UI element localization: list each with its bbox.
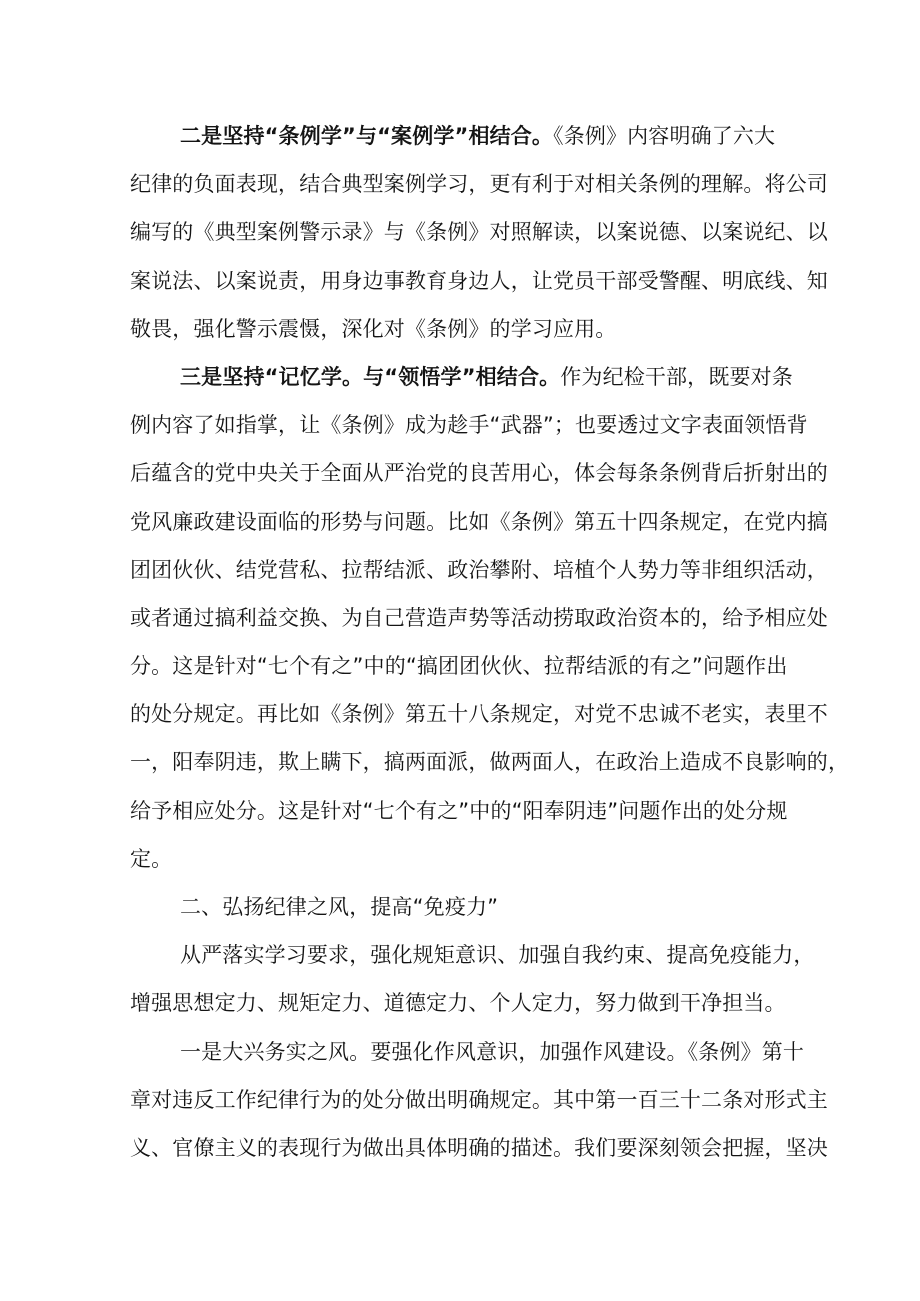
body-text: 《条例》内容明确了六大 bbox=[553, 124, 776, 148]
paragraph-line bbox=[130, 546, 828, 594]
paragraph-line bbox=[130, 1028, 804, 1076]
paragraph-line bbox=[130, 401, 808, 449]
paragraph-line bbox=[130, 1076, 828, 1124]
body-text: 纪律的负面表现，结合典型案例学习，更有利于对相关条例的理解。将公司 bbox=[130, 172, 828, 197]
paragraph-line bbox=[130, 498, 828, 546]
body-text: 的处分规定。再比如《条例》第五十八条规定，对党不忠诚不老实，表里不 bbox=[130, 702, 828, 727]
body-text: 给予相应处分。这是针对“七个有之”中的“阳奉阴违”问题作出的处分规 bbox=[130, 798, 788, 823]
body-text: 定。 bbox=[130, 846, 173, 871]
paragraph-line bbox=[130, 835, 795, 883]
body-text: 分。这是针对“七个有之”中的“搞团团伙伙、拉帮结派的有之”问题作出 bbox=[130, 654, 788, 679]
section-heading bbox=[130, 883, 795, 931]
paragraph-line bbox=[130, 1124, 828, 1172]
body-text: 或者通过搞利益交换、为自己营造声势等活动捞取政治资本的，给予相应处 bbox=[130, 605, 828, 630]
body-text: 作为纪检干部，既要对条 bbox=[560, 364, 793, 389]
paragraph-line bbox=[130, 160, 828, 208]
paragraph-line bbox=[130, 594, 828, 642]
body-text: 二、弘扬纪律之风，提高“免疫力” bbox=[180, 895, 499, 919]
paragraph-line bbox=[130, 208, 828, 256]
body-text: 从严落实学习要求，强化规矩意识、加强自我约束、提高免疫能力， bbox=[180, 943, 815, 968]
paragraph-line bbox=[130, 257, 828, 305]
document-body bbox=[130, 112, 850, 1172]
bold-heading: 二是坚持“条例学”与“案例学”相结合。 bbox=[180, 124, 554, 148]
body-text: 例内容了如指掌，让《条例》成为趁手“武器”；也要透过文字表面领悟背 bbox=[130, 413, 808, 438]
paragraph-line bbox=[130, 353, 795, 401]
paragraph-line bbox=[130, 787, 795, 835]
paragraph-line bbox=[130, 931, 815, 979]
paragraph-line bbox=[130, 738, 850, 786]
body-text: 增强思想定力、规矩定力、道德定力、个人定力，努力做到干净担当。 bbox=[130, 991, 786, 1016]
body-text: 敬畏，强化警示震慑，深化对《条例》的学习应用。 bbox=[130, 316, 617, 341]
body-text: 党风廉政建设面临的形势与问题。比如《条例》第五十四条规定，在党内搞 bbox=[130, 509, 828, 534]
paragraph-line bbox=[130, 979, 795, 1027]
body-text: 一，阳奉阴违，欺上瞒下，搞两面派，做两面人，在政治上造成不良影响的， bbox=[130, 750, 850, 775]
paragraph-line bbox=[130, 690, 828, 738]
body-text: 义、官僚主义的表现行为做出具体明确的描述。我们要深刻领会把握，坚决 bbox=[130, 1135, 828, 1160]
body-text: 团团伙伙、结党营私、拉帮结派、政治攀附、培植个人势力等非组织活动， bbox=[130, 557, 828, 582]
body-text: 一是大兴务实之风。要强化作风意识，加强作风建设。《条例》第十 bbox=[180, 1039, 804, 1064]
body-text: 章对违反工作纪律行为的处分做出明确规定。其中第一百三十二条对形式主 bbox=[130, 1087, 828, 1112]
paragraph-line bbox=[130, 112, 795, 160]
body-text: 案说法、以案说责，用身边事教育身边人，让党员干部受警醒、明底线、知 bbox=[130, 268, 828, 293]
paragraph-line bbox=[130, 642, 795, 690]
body-text: 编写的《典型案例警示录》与《条例》对照解读，以案说德、以案说纪、以 bbox=[130, 220, 828, 245]
body-text: 后蕴含的党中央关于全面从严治党的良苦用心，体会每条条例背后折射出的 bbox=[130, 461, 828, 486]
paragraph-line bbox=[130, 449, 828, 497]
paragraph-line bbox=[130, 305, 795, 353]
bold-heading: 三是坚持“记忆学。与“领悟学”相结合。 bbox=[180, 364, 561, 389]
